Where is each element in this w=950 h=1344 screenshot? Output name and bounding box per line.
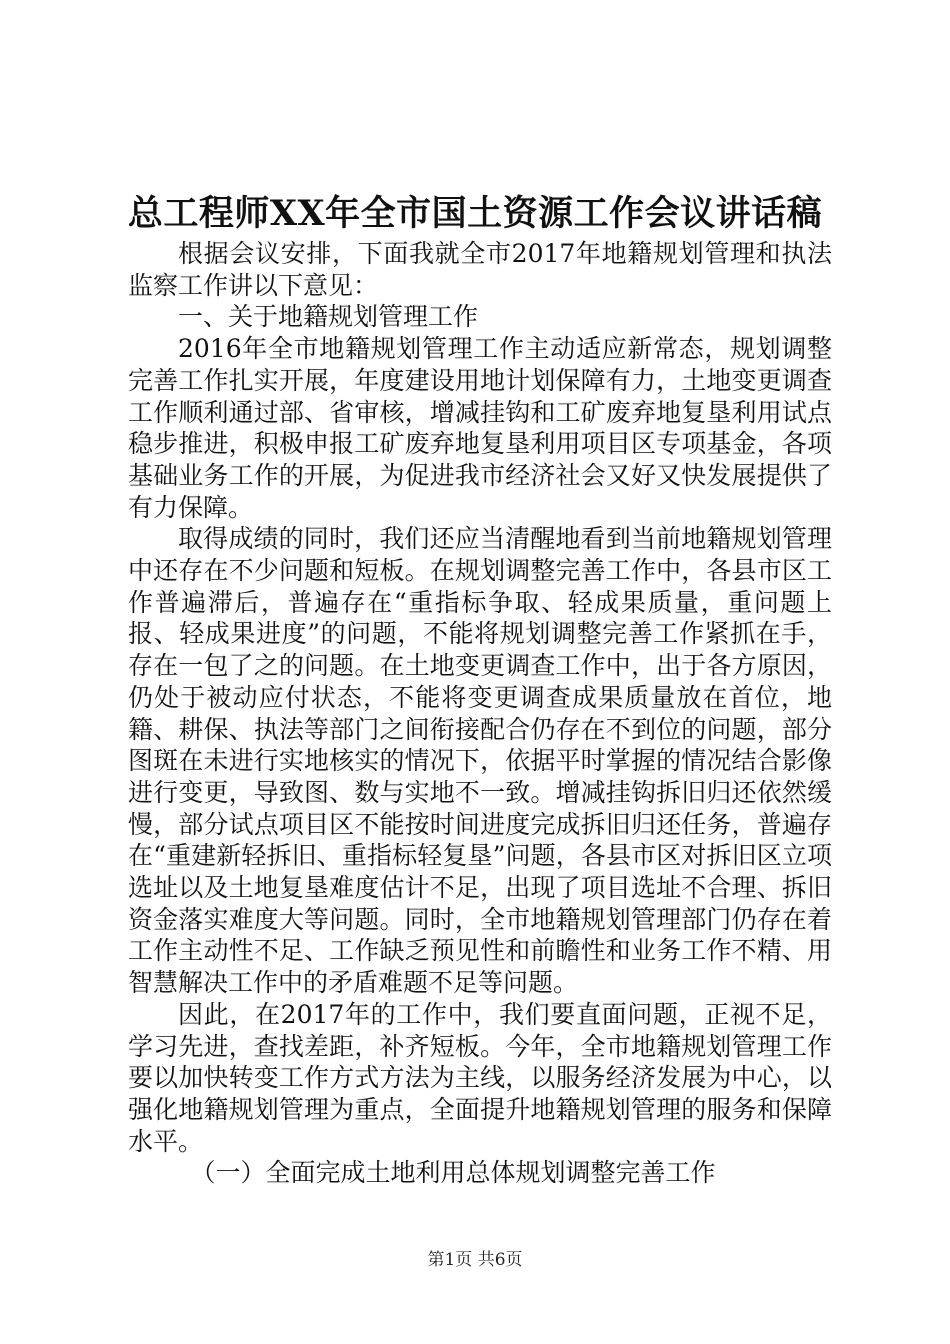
paragraph-intro: 根据会议安排，下面我就全市2017年地籍规划管理和执法监察工作讲以下意见： — [128, 239, 832, 300]
paragraph-problems: 取得成绩的同时，我们还应当清醒地看到当前地籍规划管理中还存在不少问题和短板。在规划调整完善工作中，各县市区工作普遍滞后，普遍存在“重指标争取、轻成果质量，重问题上报、轻成果进度”的问题，不能将规划调整完善工作紧抓在手，存在一包了之的问题。在土地变更调查工作中，出于各方原因，仍处于被动应付状态，不能将变更调查成果质量放在首位，地籍、耕保、执法等部门之间衔接配合仍存在不到位的问题，部分图斑在未进行实地核实的情况下，依据平时掌握的情况结合影像进行变更，导致图、数与实地不一致。增减挂钩拆旧归还依然缓慢，部分试点项目区不能按时间进度完成拆旧归还任务，普遍存在“重建新轻拆旧、重指标轻复垦”问题，各县市区对拆旧区立项选址以及土地复垦难度估计不足，出现了项目选址不合理、拆旧资金落实难度大等问题。同时，全市地籍规划管理部门仍存在着工作主动性不足、工作缺乏预见性和前瞻性和业务工作不精、用智慧解决工作中的矛盾难题不足等问题。 — [128, 524, 832, 998]
page-number: 第1页 共6页 — [427, 1250, 523, 1270]
document-body — [128, 238, 832, 1189]
paragraph-goals: 因此，在2017年的工作中，我们要直面问题，正视不足，学习先进，查找差距，补齐短板。今年，全市地籍规划管理工作要以加快转变工作方式方法为主线，以服务经济发展为中心，以强化地籍规划管理为重点，全面提升地籍规划管理的服务和保障水平。 — [128, 999, 832, 1156]
document-title: 总工程师XX年全市国土资源工作会议讲话稿 — [127, 193, 823, 234]
subsection-heading: （一）全面完成土地利用总体规划调整完善工作 — [190, 1158, 716, 1188]
paragraph-achievements: 2016年全市地籍规划管理工作主动适应新常态，规划调整完善工作扎实开展，年度建设用地计划保障有力，土地变更调查工作顺利通过部、省审核，增减挂钩和工矿废弃地复垦利用试点稳步推进，积极申报工矿废弃地复垦利用项目区专项基金，各项基础业务工作的开展，为促进我市经济社会又好又快发展提供了有力保障。 — [128, 334, 832, 522]
section-heading: 一、关于地籍规划管理工作 — [178, 302, 479, 332]
